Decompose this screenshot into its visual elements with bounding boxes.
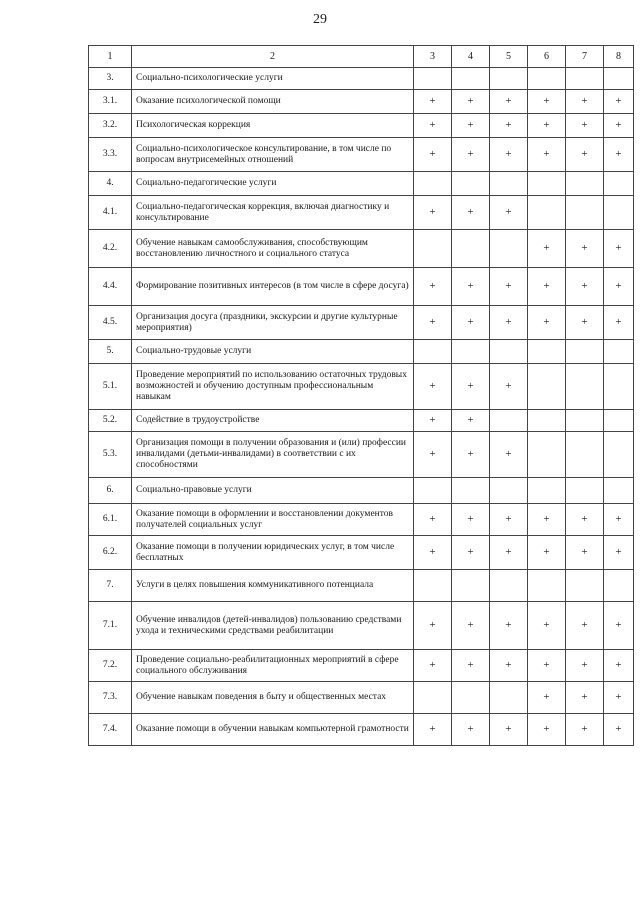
- mark-cell: +: [414, 410, 452, 432]
- mark-cell: +: [490, 714, 528, 746]
- mark-cell: +: [566, 602, 604, 650]
- mark-cell: +: [566, 306, 604, 340]
- table-row: [89, 602, 634, 650]
- mark-cell: [566, 410, 604, 432]
- mark-cell: [414, 340, 452, 364]
- mark-cell: +: [490, 138, 528, 172]
- mark-cell: +: [490, 432, 528, 478]
- row-number: 6.1.: [89, 504, 132, 536]
- service-name: Обучение навыкам поведения в быту и общественных местах: [132, 682, 414, 714]
- mark-cell: [604, 196, 634, 230]
- header-cell: 3: [414, 46, 452, 68]
- mark-cell: [566, 68, 604, 90]
- mark-cell: [414, 478, 452, 504]
- mark-cell: [528, 196, 566, 230]
- table-row: [89, 714, 634, 746]
- mark-cell: [490, 478, 528, 504]
- mark-cell: [490, 172, 528, 196]
- table-row: [89, 340, 634, 364]
- mark-cell: +: [414, 306, 452, 340]
- service-name: Социально-правовые услуги: [132, 478, 414, 504]
- mark-cell: +: [414, 714, 452, 746]
- mark-cell: [566, 196, 604, 230]
- service-name: Оказание помощи в получении юридических услуг, в том числе бесплатных: [132, 536, 414, 570]
- service-name: Проведение мероприятий по использованию остаточных трудовых возможностей и обучению доступным профессиональным навыкам: [132, 364, 414, 410]
- mark-cell: +: [414, 536, 452, 570]
- row-number: 7.1.: [89, 602, 132, 650]
- row-number: 4.5.: [89, 306, 132, 340]
- mark-cell: +: [604, 90, 634, 114]
- mark-cell: +: [528, 602, 566, 650]
- row-number: 7.4.: [89, 714, 132, 746]
- mark-cell: +: [566, 536, 604, 570]
- mark-cell: +: [452, 714, 490, 746]
- mark-cell: +: [490, 90, 528, 114]
- mark-cell: +: [604, 268, 634, 306]
- mark-cell: +: [452, 536, 490, 570]
- service-name: Организация помощи в получении образования и (или) профессии инвалидами (детьми-инвалидами) в соответствии с их способностями: [132, 432, 414, 478]
- mark-cell: +: [528, 682, 566, 714]
- mark-cell: +: [490, 602, 528, 650]
- mark-cell: [452, 682, 490, 714]
- row-number: 5.2.: [89, 410, 132, 432]
- mark-cell: +: [528, 268, 566, 306]
- mark-cell: [604, 410, 634, 432]
- header-cell: 8: [604, 46, 634, 68]
- mark-cell: +: [528, 714, 566, 746]
- service-name: Социально-психологическое консультирование, в том числе по вопросам внутрисемейных отношений: [132, 138, 414, 172]
- mark-cell: [490, 340, 528, 364]
- mark-cell: +: [452, 432, 490, 478]
- service-name: Оказание помощи в обучении навыкам компьютерной грамотности: [132, 714, 414, 746]
- service-name: Формирование позитивных интересов (в том числе в сфере досуга): [132, 268, 414, 306]
- row-number: 3.: [89, 68, 132, 90]
- mark-cell: [452, 230, 490, 268]
- row-number: 6.2.: [89, 536, 132, 570]
- header-cell: 6: [528, 46, 566, 68]
- mark-cell: +: [452, 138, 490, 172]
- table-row: [89, 364, 634, 410]
- mark-cell: +: [452, 268, 490, 306]
- row-number: 5.1.: [89, 364, 132, 410]
- table-row: [89, 196, 634, 230]
- mark-cell: [452, 570, 490, 602]
- header-cell: 2: [132, 46, 414, 68]
- row-number: 7.3.: [89, 682, 132, 714]
- service-name: Психологическая коррекция: [132, 114, 414, 138]
- mark-cell: +: [604, 504, 634, 536]
- mark-cell: [528, 68, 566, 90]
- mark-cell: +: [490, 114, 528, 138]
- mark-cell: [452, 68, 490, 90]
- row-number: 4.2.: [89, 230, 132, 268]
- mark-cell: [566, 340, 604, 364]
- mark-cell: +: [566, 714, 604, 746]
- service-name: Проведение социально-реабилитационных мероприятий в сфере социального обслуживания: [132, 650, 414, 682]
- header-cell: 1: [89, 46, 132, 68]
- mark-cell: [604, 478, 634, 504]
- service-name: Социально-педагогическая коррекция, включая диагностику и консультирование: [132, 196, 414, 230]
- row-number: 3.2.: [89, 114, 132, 138]
- mark-cell: +: [528, 306, 566, 340]
- mark-cell: +: [490, 364, 528, 410]
- services-table: [88, 45, 634, 746]
- table-row: [89, 172, 634, 196]
- mark-cell: +: [604, 602, 634, 650]
- mark-cell: [452, 478, 490, 504]
- mark-cell: [452, 172, 490, 196]
- mark-cell: [528, 432, 566, 478]
- table-row: [89, 410, 634, 432]
- header-cell: 5: [490, 46, 528, 68]
- service-name: Социально-трудовые услуги: [132, 340, 414, 364]
- mark-cell: [604, 172, 634, 196]
- mark-cell: +: [452, 364, 490, 410]
- mark-cell: [604, 340, 634, 364]
- mark-cell: +: [604, 114, 634, 138]
- table-row: [89, 536, 634, 570]
- row-number: 3.3.: [89, 138, 132, 172]
- row-number: 7.2.: [89, 650, 132, 682]
- row-number: 4.1.: [89, 196, 132, 230]
- header-cell: 7: [566, 46, 604, 68]
- mark-cell: [414, 230, 452, 268]
- mark-cell: [528, 340, 566, 364]
- mark-cell: +: [490, 536, 528, 570]
- service-name: Организация досуга (праздники, экскурсии и другие культурные мероприятия): [132, 306, 414, 340]
- table-row: [89, 478, 634, 504]
- mark-cell: [414, 682, 452, 714]
- mark-cell: +: [452, 410, 490, 432]
- service-name: Услуги в целях повышения коммуникативного потенциала: [132, 570, 414, 602]
- mark-cell: [490, 68, 528, 90]
- mark-cell: +: [566, 268, 604, 306]
- page-number: 29: [313, 12, 327, 27]
- row-number: 4.: [89, 172, 132, 196]
- mark-cell: +: [414, 602, 452, 650]
- mark-cell: +: [414, 650, 452, 682]
- mark-cell: +: [490, 504, 528, 536]
- mark-cell: +: [452, 196, 490, 230]
- mark-cell: +: [604, 714, 634, 746]
- mark-cell: +: [414, 504, 452, 536]
- mark-cell: [528, 410, 566, 432]
- mark-cell: +: [566, 114, 604, 138]
- mark-cell: [490, 570, 528, 602]
- mark-cell: [566, 364, 604, 410]
- mark-cell: +: [604, 230, 634, 268]
- service-name: Социально-педагогические услуги: [132, 172, 414, 196]
- mark-cell: +: [490, 306, 528, 340]
- mark-cell: [490, 410, 528, 432]
- table-row: [89, 432, 634, 478]
- mark-cell: +: [528, 650, 566, 682]
- mark-cell: [604, 68, 634, 90]
- mark-cell: +: [452, 90, 490, 114]
- header-row: [89, 46, 634, 68]
- mark-cell: +: [604, 650, 634, 682]
- mark-cell: +: [414, 138, 452, 172]
- mark-cell: [604, 432, 634, 478]
- row-number: 5.3.: [89, 432, 132, 478]
- mark-cell: +: [566, 682, 604, 714]
- mark-cell: [528, 172, 566, 196]
- table-row: [89, 570, 634, 602]
- mark-cell: +: [452, 114, 490, 138]
- mark-cell: +: [414, 196, 452, 230]
- row-number: 6.: [89, 478, 132, 504]
- mark-cell: [604, 570, 634, 602]
- mark-cell: +: [414, 90, 452, 114]
- mark-cell: +: [528, 230, 566, 268]
- service-name: Оказание психологической помощи: [132, 90, 414, 114]
- mark-cell: [604, 364, 634, 410]
- mark-cell: +: [604, 138, 634, 172]
- mark-cell: +: [414, 364, 452, 410]
- mark-cell: +: [528, 114, 566, 138]
- mark-cell: +: [604, 682, 634, 714]
- mark-cell: +: [414, 432, 452, 478]
- mark-cell: +: [490, 650, 528, 682]
- mark-cell: +: [566, 230, 604, 268]
- mark-cell: [566, 478, 604, 504]
- mark-cell: [414, 570, 452, 602]
- service-name: Обучение инвалидов (детей-инвалидов) пользованию средствами ухода и техническими средствами реабилитации: [132, 602, 414, 650]
- mark-cell: +: [604, 536, 634, 570]
- table-row: [89, 504, 634, 536]
- table-row: [89, 90, 634, 114]
- mark-cell: [528, 364, 566, 410]
- mark-cell: [490, 230, 528, 268]
- row-number: 7.: [89, 570, 132, 602]
- mark-cell: +: [452, 504, 490, 536]
- mark-cell: [490, 682, 528, 714]
- mark-cell: +: [414, 268, 452, 306]
- table-row: [89, 682, 634, 714]
- mark-cell: +: [528, 138, 566, 172]
- service-name: Социально-психологические услуги: [132, 68, 414, 90]
- mark-cell: [414, 68, 452, 90]
- mark-cell: +: [566, 650, 604, 682]
- service-name: Обучение навыкам самообслуживания, способствующим восстановлению личностного и социального статуса: [132, 230, 414, 268]
- mark-cell: [528, 478, 566, 504]
- mark-cell: +: [452, 306, 490, 340]
- table-row: [89, 268, 634, 306]
- mark-cell: +: [528, 536, 566, 570]
- mark-cell: +: [490, 268, 528, 306]
- table-row: [89, 230, 634, 268]
- service-name: Содействие в трудоустройстве: [132, 410, 414, 432]
- mark-cell: +: [566, 504, 604, 536]
- mark-cell: [566, 432, 604, 478]
- header-cell: 4: [452, 46, 490, 68]
- row-number: 3.1.: [89, 90, 132, 114]
- mark-cell: [452, 340, 490, 364]
- mark-cell: +: [490, 196, 528, 230]
- row-number: 4.4.: [89, 268, 132, 306]
- mark-cell: [566, 570, 604, 602]
- mark-cell: +: [528, 90, 566, 114]
- mark-cell: [414, 172, 452, 196]
- mark-cell: +: [604, 306, 634, 340]
- row-number: 5.: [89, 340, 132, 364]
- mark-cell: +: [566, 90, 604, 114]
- mark-cell: +: [566, 138, 604, 172]
- mark-cell: +: [452, 602, 490, 650]
- table-row: [89, 68, 634, 90]
- mark-cell: +: [414, 114, 452, 138]
- table-row: [89, 650, 634, 682]
- mark-cell: +: [452, 650, 490, 682]
- table-row: [89, 138, 634, 172]
- mark-cell: [528, 570, 566, 602]
- mark-cell: +: [528, 504, 566, 536]
- service-name: Оказание помощи в оформлении и восстановлении документов получателей социальных услуг: [132, 504, 414, 536]
- table-row: [89, 114, 634, 138]
- table-row: [89, 306, 634, 340]
- mark-cell: [566, 172, 604, 196]
